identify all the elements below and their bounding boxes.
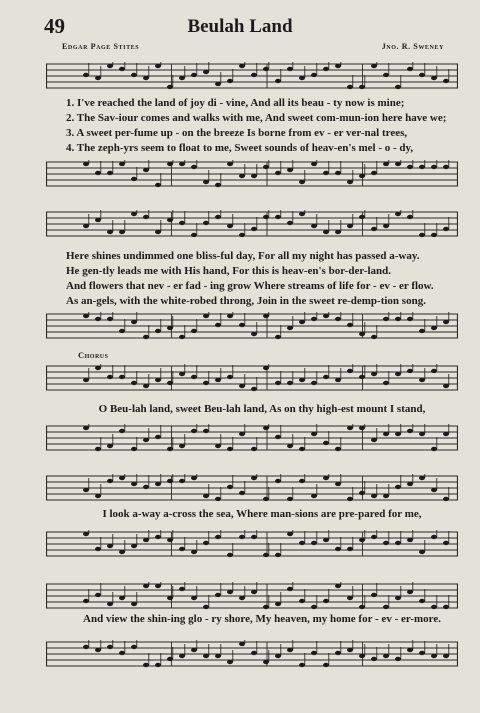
bass-staff (46, 640, 458, 668)
verse-block-2 (66, 249, 458, 309)
verse-line: 2. The Sav-iour comes and walks with me, And sweet com-mun-ion here have we; (66, 112, 447, 124)
verse-line: 1. I've reached the land of joy di - vine, And all its beau - ty now is mine; (66, 97, 405, 109)
verse-line: 3. A sweet per-fume up - on the breeze Is borne from ev - er ver-nal trees, (66, 127, 408, 139)
verse-line: 4. The zeph-yrs seem to float to me, Sweet sounds of heav-en's mel - o - dy, (66, 142, 414, 154)
verse-block-1 (66, 96, 458, 156)
chorus-label: Chorus (78, 350, 109, 360)
lyricist-credit: Edgar Page Stites (62, 42, 140, 51)
verse-line: And flowers that nev - er fad - ing grow Where streams of life for - ev - er flow. (66, 280, 434, 292)
composer-credit: Jno. R. Sweney (381, 42, 444, 51)
treble-staff (46, 364, 458, 392)
chorus-line: I look a-way a-cross the sea, Where man-sions are pre-pared for me, (102, 508, 422, 520)
verse-line: As an-gels, with the white-robed throng, Join in the sweet re-demp-tion song. (66, 295, 426, 307)
chorus-lyric-2 (66, 507, 458, 522)
chorus-lyric-1 (66, 402, 458, 417)
treble-staff (46, 582, 458, 610)
treble-staff (46, 474, 458, 502)
treble-staff (46, 62, 458, 90)
chorus-lyric-3 (66, 612, 458, 627)
bass-staff (46, 424, 458, 452)
chorus-line: O Beu-lah land, sweet Beu-lah land, As on thy high-est mount I stand, (98, 403, 426, 415)
hymn-title: Beulah Land (187, 16, 293, 37)
chorus-line: And view the shin-ing glo - ry shore, My heaven, my home for - ev - er-more. (83, 613, 441, 625)
page-number: 49 (44, 14, 65, 38)
bass-staff (46, 530, 458, 558)
bass-staff (46, 312, 458, 340)
bass-staff (46, 160, 458, 188)
treble-staff (46, 210, 458, 238)
verse-line: Here shines undimmed one bliss-ful day, For all my night has passed a-way. (66, 250, 420, 262)
verse-line: He gen-tly leads me with His hand, For this is heav-en's bor-der-land. (66, 265, 392, 277)
